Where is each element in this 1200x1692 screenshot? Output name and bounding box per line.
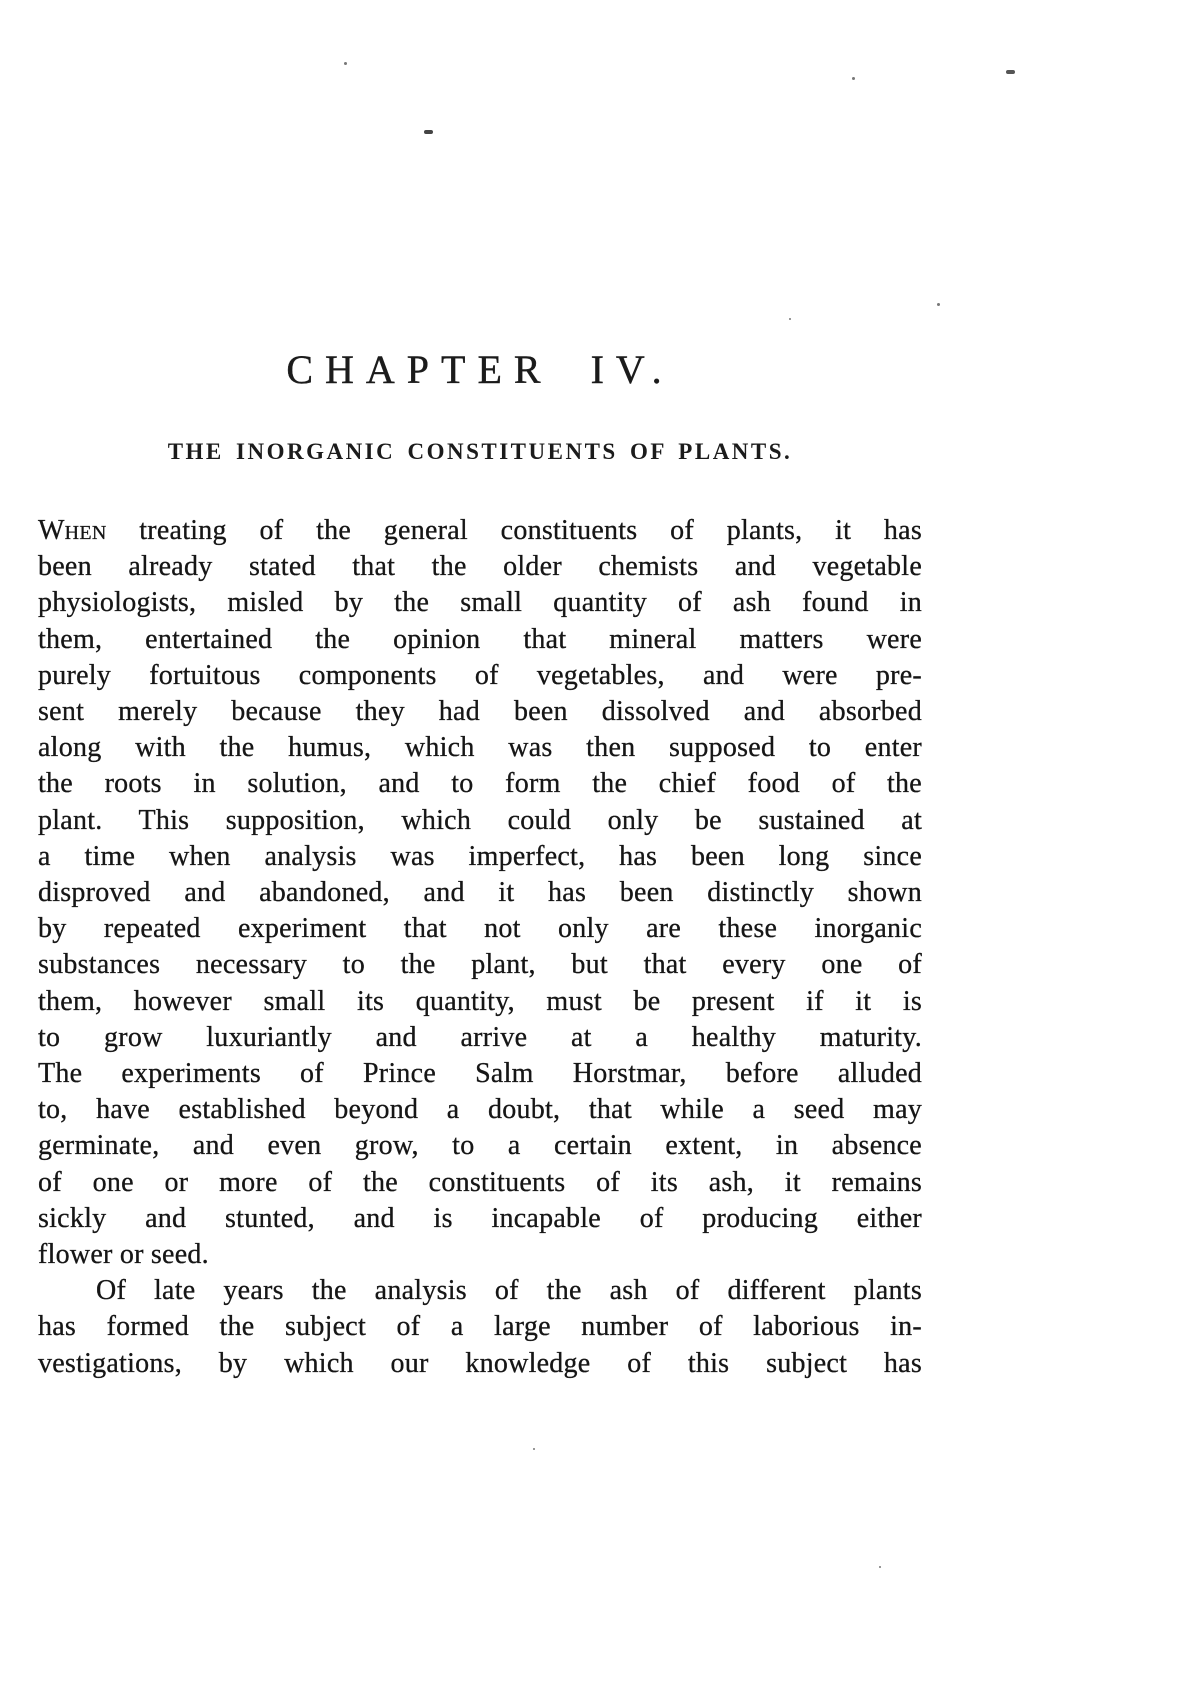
scan-speck — [1006, 70, 1015, 74]
scan-speck — [789, 318, 791, 320]
book-page — [38, 0, 922, 1382]
text-line: substances necessary to the plant, but that every one of — [38, 949, 922, 981]
text-line: plant. This supposition, which could only be sustained at — [38, 804, 922, 836]
text-line: physiologists, misled by the small quantity of ash found in — [38, 587, 922, 619]
text-line: disproved and abandoned, and it has been distinctly shown — [38, 877, 922, 909]
text-line: vestigations, by which our knowledge of this subject has — [38, 1347, 922, 1379]
text-line — [38, 513, 922, 549]
scan-speck — [879, 1566, 881, 1568]
text-line: has formed the subject of a large number of laborious in- — [38, 1311, 922, 1343]
text-line: flower or seed. — [38, 1239, 209, 1271]
text-line: them, entertained the opinion that mineral matters were — [38, 623, 922, 655]
scan-speck — [344, 62, 347, 65]
scan-speck — [852, 77, 855, 80]
text-line: of one or more of the constituents of its ash, it remains — [38, 1166, 922, 1198]
text-line: sickly and stunted, and is incapable of producing either — [38, 1202, 922, 1234]
text-line: along with the humus, which was then supposed to enter — [38, 732, 922, 764]
lead-word: When — [38, 515, 107, 546]
text-line: The experiments of Prince Salm Horstmar, before alluded — [38, 1058, 922, 1090]
text-line-rest: treating of the general constituents of plants, it has — [106, 515, 922, 546]
text-line: germinate, and even grow, to a certain extent, in absence — [38, 1130, 922, 1162]
scan-speck — [937, 303, 940, 306]
text-line: a time when analysis was imperfect, has been long since — [38, 840, 922, 872]
section-title: THE INORGANIC CONSTITUENTS OF PLANTS. — [167, 439, 793, 464]
text-line: sent merely because they had been dissolved and absorbed — [38, 696, 922, 728]
text-line: to grow luxuriantly and arrive at a healthy maturity. — [38, 1021, 922, 1053]
scan-speck — [424, 130, 433, 134]
body-text — [38, 513, 922, 1382]
text-line: purely fortuitous components of vegetables, and were pre- — [38, 659, 922, 691]
text-line: them, however small its quantity, must be present if it is — [38, 985, 922, 1017]
chapter-title: CHAPTER IV. — [286, 347, 674, 392]
text-line: the roots in solution, and to form the chief food of the — [38, 768, 922, 800]
text-line: Of late years the analysis of the ash of different plants — [96, 1275, 922, 1307]
scan-speck — [533, 1448, 535, 1450]
text-line: been already stated that the older chemists and vegetable — [38, 551, 922, 583]
text-line: to, have established beyond a doubt, that while a seed may — [38, 1094, 922, 1126]
text-line: by repeated experiment that not only are these inorganic — [38, 913, 922, 945]
